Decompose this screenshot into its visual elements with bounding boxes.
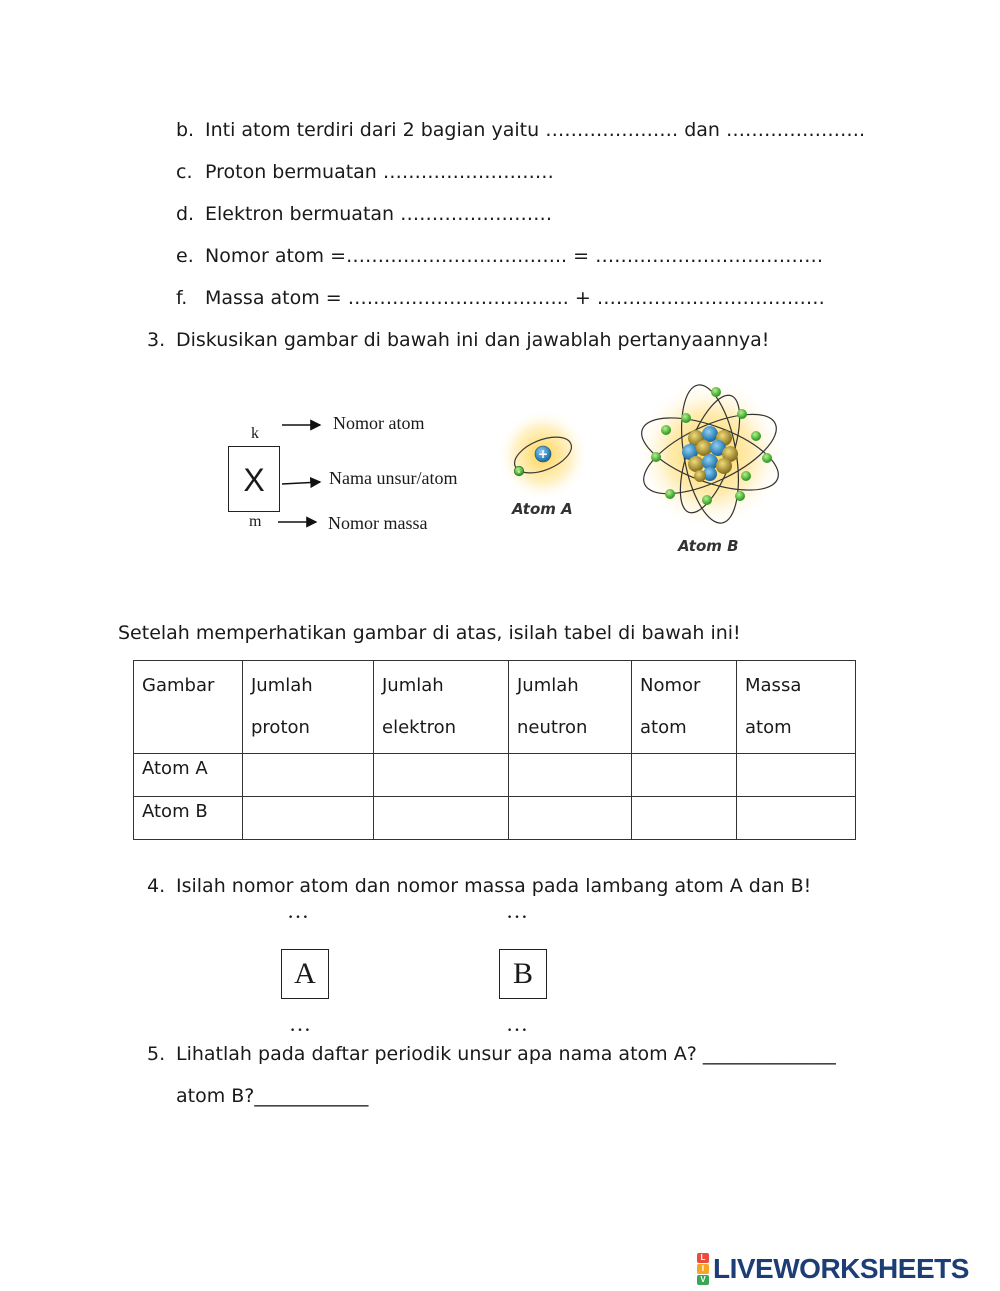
question-text: Diskusikan gambar di bawah ini dan jawablah pertanyaannya! bbox=[176, 329, 770, 351]
table-row bbox=[134, 797, 856, 840]
item-d bbox=[176, 203, 552, 225]
item-text: Elektron bermuatan …………………… bbox=[205, 203, 553, 225]
table-row bbox=[134, 754, 856, 797]
item-label: d. bbox=[176, 203, 195, 225]
notation-bottom-m: m bbox=[249, 513, 262, 530]
symbol-box-b: B bbox=[499, 949, 547, 999]
answer-cell[interactable] bbox=[509, 797, 632, 840]
symbol-b-bottom-blank[interactable]: … bbox=[506, 1011, 531, 1036]
symbol-box-a: A bbox=[281, 949, 329, 999]
answer-cell[interactable] bbox=[243, 797, 374, 840]
question-number: 3. bbox=[147, 329, 166, 351]
answer-cell[interactable] bbox=[632, 797, 737, 840]
answer-cell[interactable] bbox=[632, 754, 737, 797]
question-5 bbox=[147, 1043, 836, 1065]
label-nomor-atom: Nomor atom bbox=[333, 413, 425, 433]
item-label: b. bbox=[176, 119, 195, 141]
item-c bbox=[176, 161, 554, 183]
question-4 bbox=[147, 875, 811, 897]
table-instruction: Setelah memperhatikan gambar di atas, isilah tabel di bawah ini! bbox=[118, 622, 741, 644]
header-jumlah-elektron: Jumlah elektron bbox=[374, 661, 509, 754]
item-text: Nomor atom =…………………………….. = ……………………………… bbox=[205, 245, 824, 267]
item-label: f. bbox=[176, 287, 188, 309]
item-b bbox=[176, 119, 865, 141]
question-5-line-2: atom B?____________ bbox=[176, 1085, 369, 1107]
atom-a-illustration bbox=[495, 405, 595, 505]
table-header-row bbox=[134, 661, 856, 754]
symbol-a-bottom-blank[interactable]: … bbox=[289, 1011, 314, 1036]
item-text: Inti atom terdiri dari 2 bagian yaitu ………………… dan …………………. bbox=[205, 119, 866, 141]
answer-cell[interactable] bbox=[374, 754, 509, 797]
logo-block: V bbox=[697, 1275, 709, 1285]
header-jumlah-proton: Jumlah proton bbox=[243, 661, 374, 754]
row-label: Atom A bbox=[134, 754, 243, 797]
item-text: Massa atom = …………………………….. + ……………………………… bbox=[205, 287, 825, 309]
answer-cell[interactable] bbox=[509, 754, 632, 797]
proton-sign: + bbox=[537, 447, 549, 461]
label-nama-unsur: Nama unsur/atom bbox=[329, 468, 458, 488]
answer-cell[interactable] bbox=[737, 797, 856, 840]
item-text: Proton bermuatan ……………………… bbox=[205, 161, 554, 183]
question-text: Isilah nomor atom dan nomor massa pada lambang atom A dan B! bbox=[176, 875, 812, 897]
atom-b-caption: Atom B bbox=[678, 537, 739, 555]
header-nomor-atom: Nomor atom bbox=[632, 661, 737, 754]
item-label: c. bbox=[176, 161, 193, 183]
symbol-a-top-blank[interactable]: … bbox=[287, 898, 312, 923]
header-jumlah-neutron: Jumlah neutron bbox=[509, 661, 632, 754]
answer-cell[interactable] bbox=[374, 797, 509, 840]
logo-block: L bbox=[697, 1253, 709, 1263]
row-label: Atom B bbox=[134, 797, 243, 840]
question-text: Lihatlah pada daftar periodik unsur apa nama atom A? ______________ bbox=[176, 1043, 836, 1065]
header-gambar: Gambar bbox=[134, 661, 243, 754]
liveworksheets-logo bbox=[697, 1251, 969, 1287]
logo-text: LIVEWORKSHEETS bbox=[713, 1253, 969, 1284]
question-3 bbox=[147, 329, 769, 351]
notation-arrows bbox=[276, 414, 328, 534]
atom-b-illustration bbox=[630, 376, 790, 536]
question-number: 5. bbox=[147, 1043, 166, 1065]
logo-blocks bbox=[697, 1253, 709, 1285]
atom-a-caption: Atom A bbox=[512, 500, 573, 518]
notation-symbol-box: X bbox=[228, 446, 280, 512]
answer-table bbox=[133, 660, 856, 840]
logo-block: I bbox=[697, 1264, 709, 1274]
item-f bbox=[176, 287, 825, 309]
notation-top-k: k bbox=[251, 425, 259, 442]
answer-cell[interactable] bbox=[243, 754, 374, 797]
label-nomor-massa: Nomor massa bbox=[328, 513, 428, 533]
item-label: e. bbox=[176, 245, 194, 267]
symbol-b-top-blank[interactable]: … bbox=[506, 898, 531, 923]
arrow-nama-unsur bbox=[282, 482, 320, 484]
question-number: 4. bbox=[147, 875, 166, 897]
item-e bbox=[176, 245, 823, 267]
electron-sign: - bbox=[517, 468, 521, 476]
header-massa-atom: Massa atom bbox=[737, 661, 856, 754]
answer-cell[interactable] bbox=[737, 754, 856, 797]
